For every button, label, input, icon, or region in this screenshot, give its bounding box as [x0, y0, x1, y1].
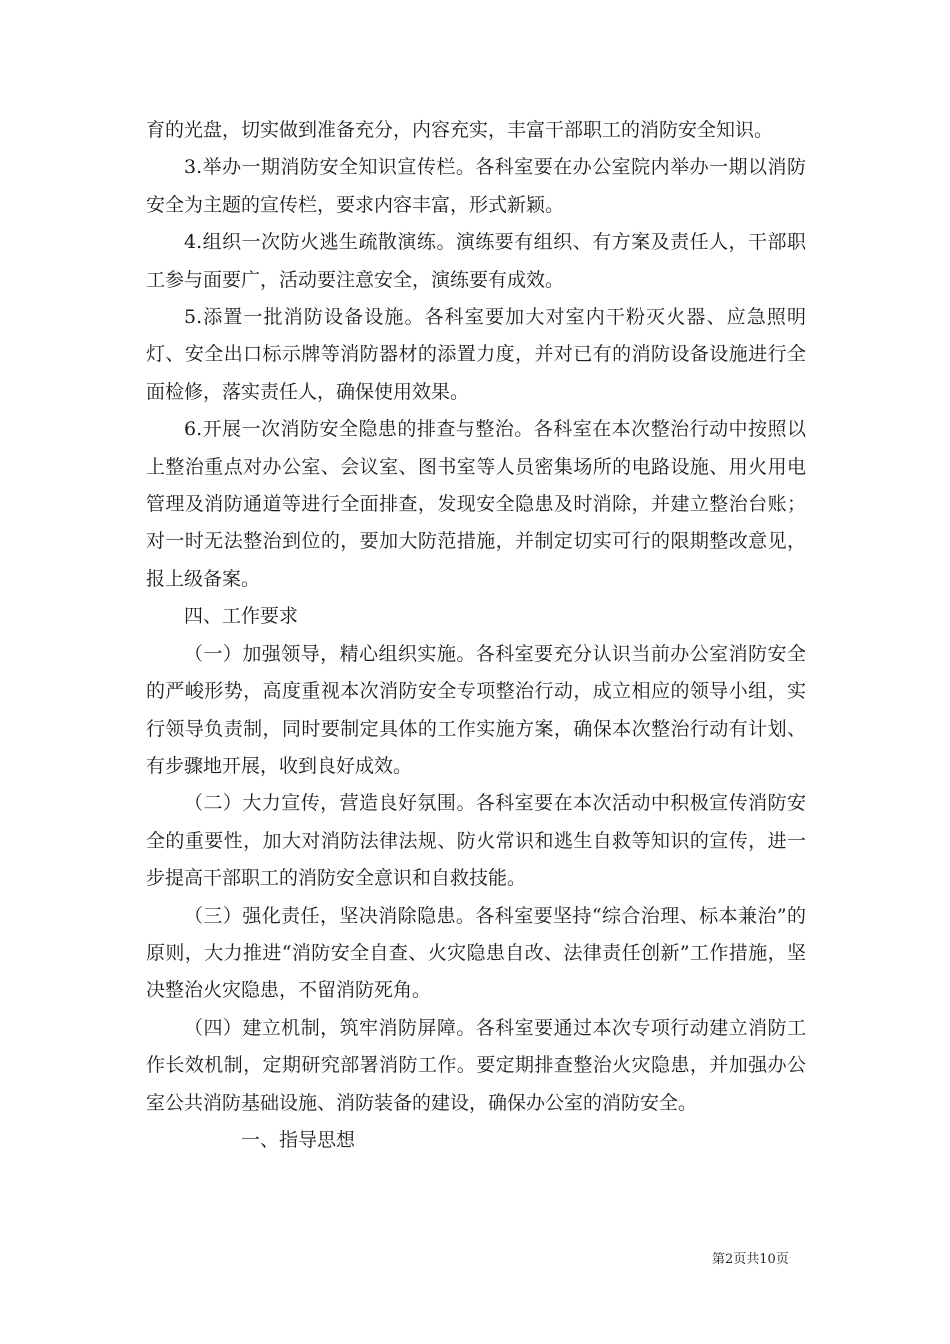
paragraph-requirement-1: （一）加强领导，精心组织实施。各科室要充分认识当前办公室消防安全的严峻形势，高度重视本次消防安全专项整治行动，成立相应的领导小组，实行领导负责制，同时要制定具体的工作实施方案，确保本次整治行动有计划、有步骤地开展，收到良好成效。 — [146, 642, 806, 777]
paragraph-item-3: 3.举办一期消防安全知识宣传栏。各科室要在办公室院内举办一期以消防安全为主题的宣传栏，要求内容丰富，形式新颖。 — [146, 156, 806, 216]
paragraph-requirement-2: （二）大力宣传，营造良好氛围。各科室要在本次活动中积极宣传消防安全的重要性，加大对消防法律法规、防火常识和逃生自救等知识的宣传，进一步提高干部职工的消防安全意识和自救技能。 — [146, 792, 806, 890]
paragraph-item-4: 4.组织一次防火逃生疏散演练。演练要有组织、有方案及责任人，干部职工参与面要广，活动要注意安全，演练要有成效。 — [146, 231, 806, 291]
section-heading-guiding-ideology: 一、指导思想 — [241, 1128, 356, 1151]
paragraph-item-5: 5.添置一批消防设备设施。各科室要加大对室内干粉灭火器、应急照明灯、安全出口标示牌等消防器材的添置力度，并对已有的消防设备设施进行全面检修，落实责任人，确保使用效果。 — [146, 306, 806, 403]
section-heading-work-requirements: 四、工作要求 — [184, 605, 299, 628]
page-number: 第2页共10页 — [712, 1252, 789, 1267]
paragraph-item-6: 6.开展一次消防安全隐患的排查与整治。各科室在本次整治行动中按照以上整治重点对办公室、会议室、图书室等人员密集场所的电路设施、用火用电管理及消防通道等进行全面排查，发现安全隐患及时消除，并建立整治台账；对一时无法整治到位的，要加大防范措施，并制定切实可行的限期整改意见，报上级备案。 — [146, 418, 806, 590]
paragraph-requirement-3: （三）强化责任，坚决消除隐患。各科室要坚持“综合治理、标本兼治”的原则，大力推进“消防安全自查、火灾隐患自改、法律责任创新”工作措施，坚决整治火灾隐患，不留消防死角。 — [146, 904, 806, 1002]
paragraph-requirement-4: （四）建立机制，筑牢消防屏障。各科室要通过本次专项行动建立消防工作长效机制，定期研究部署消防工作。要定期排查整治火灾隐患，并加强办公室公共消防基础设施、消防装备的建设，确保办公室的消防安全。 — [146, 1016, 806, 1114]
paragraph-continued: 育的光盘，切实做到准备充分，内容充实，丰富干部职工的消防安全知识。 — [146, 119, 774, 141]
document-body — [146, 112, 806, 1159]
